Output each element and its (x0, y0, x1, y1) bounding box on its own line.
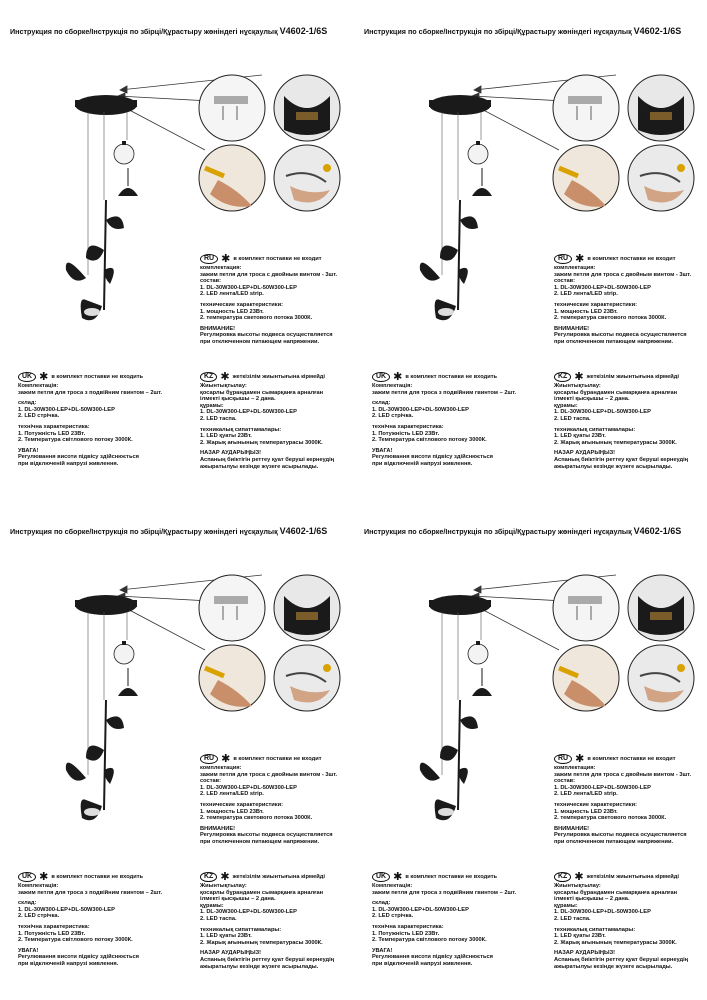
text-line: 1. DL-30W300-LEP+DL-50W300-LEP (554, 909, 651, 916)
asterisk-icon: ✱ (220, 870, 230, 883)
text-line: 1. LED қуаты 23Вт. (200, 933, 252, 940)
text-line: жеткізілім жиынтығына кірмейді (586, 373, 679, 380)
ru-language-badge: RU (554, 754, 572, 764)
text-line: ажыратылуы кезінде жүзеге асырылады. (200, 963, 319, 970)
text-line: ВНИМАНИЕ! (200, 825, 236, 832)
text-line: при відключеній напрузі живлення. (372, 960, 473, 967)
text-line: склад: (18, 900, 37, 907)
text-line: Регулювання висоти підвісу здійснюється (372, 954, 493, 961)
text-line: НАЗАР АУДАРЫҢЫЗ! (200, 450, 262, 457)
text-line: ВНИМАНИЕ! (554, 325, 590, 332)
text-line: қосарлы бұрандамен сымарқанға арналған (554, 389, 678, 396)
text-line: УВАГА! (372, 947, 393, 954)
text-line: в комплект поставки не входит (233, 755, 322, 762)
text-line: в комплект поставки не входит (233, 255, 322, 262)
kz-instructions (200, 872, 350, 970)
text-line: Комплектація: (372, 383, 413, 389)
text-line: Регулировка высоты подвеса осуществляется (554, 832, 687, 839)
text-line: 2. LED стрічка. (18, 913, 60, 920)
ru-instructions (200, 254, 350, 346)
text-line: 1. Потужність LED 23Вт. (372, 930, 440, 937)
text-line: 2. температура светового потока 3000К. (554, 815, 667, 822)
text-line: УВАГА! (372, 447, 393, 454)
text-line: Аспаның биіктігін реттеу қуат беруші кернеудің (554, 456, 689, 463)
text-line: в комплект поставки не входить (405, 373, 497, 380)
text-line: Инструкция по сборке/Інструкція по збірці/Құрастыру жөніндегі нұсқаулық (10, 27, 278, 36)
text-line: 1. мощность LED 23Вт. (200, 308, 264, 315)
uk-language-badge: UK (18, 372, 36, 382)
text-line: при отключенном питающем напряжении. (200, 838, 320, 845)
text-line: 1. DL-30W300-LEP+DL-50W300-LEP (18, 906, 115, 913)
asterisk-icon: ✱ (221, 752, 231, 765)
ru-instructions (200, 754, 350, 846)
model-number: V4602-1/6S (633, 26, 682, 36)
text-line: 1. DL-30W300-LEP+DL-50W300-LEP (200, 784, 297, 791)
text-line: в комплект поставки не входит (587, 755, 676, 762)
text-line: 1. DL-30W300-LEP+DL-50W300-LEP (200, 409, 297, 416)
text-line: ВНИМАНИЕ! (200, 325, 236, 332)
text-line: зажим петля для троса з подвійним гвинтом – 2шт. (372, 889, 517, 896)
text-line: при відключеній напрузі живлення. (18, 460, 119, 467)
instruction-sheet (354, 0, 707, 500)
text-line: 2. LED лента/LED strip. (554, 791, 618, 798)
text-line: НАЗАР АУДАРЫҢЫЗ! (554, 950, 616, 957)
text-line: 1. мощность LED 23Вт. (554, 808, 618, 815)
text-line: состав: (200, 278, 222, 285)
text-line: 1. DL-30W300-LEP+DL-50W300-LEP (554, 784, 651, 791)
text-line: 2. температура светового потока 3000К. (200, 315, 313, 322)
text-line: Регулировка высоты подвеса осуществляется (554, 332, 687, 339)
text-line: ВНИМАНИЕ! (554, 825, 590, 832)
text-line: 1. Потужність LED 23Вт. (18, 930, 86, 937)
instruction-sheet (0, 0, 353, 500)
text-line: 1. DL-30W300-LEP+DL-50W300-LEP (18, 406, 115, 413)
kz-language-badge: KZ (200, 872, 217, 882)
text-line: 1. LED қуаты 23Вт. (200, 433, 252, 440)
text-line: құрамы: (554, 902, 578, 909)
text-line: Жиынтықтылау: (554, 883, 601, 889)
kz-instructions (554, 372, 704, 470)
kz-instructions (200, 372, 350, 470)
asterisk-icon: ✱ (575, 752, 585, 765)
text-line: 1. DL-30W300-LEP+DL-50W300-LEP (200, 284, 297, 291)
text-line: Регулювання висоти підвісу здійснюється (18, 954, 139, 961)
text-line: ажыратылуы кезінде жүзеге асырылады. (200, 463, 319, 470)
text-line: Комплектація: (18, 383, 59, 389)
text-line: 1. DL-30W300-LEP+DL-50W300-LEP (554, 284, 651, 291)
text-line: технические характеристики: (200, 801, 284, 808)
text-line: 2. LED таспа. (200, 915, 237, 922)
text-line: комплектация: (554, 265, 596, 271)
globe-shade (114, 644, 134, 664)
uk-instructions (372, 372, 542, 468)
ru-instructions (554, 754, 704, 846)
text-line: 1. DL-30W300-LEP+DL-50W300-LEP (554, 409, 651, 416)
text-line: в комплект поставки не входит (587, 255, 676, 262)
globe-shade (468, 644, 488, 664)
text-line: 1. LED қуаты 23Вт. (554, 433, 606, 440)
ru-language-badge: RU (200, 254, 218, 264)
text-line: склад: (372, 900, 391, 907)
text-line: технічна характеристика: (372, 923, 444, 930)
dome-shade (472, 188, 492, 196)
text-line: техникалық сипаттамалары: (200, 926, 282, 933)
text-line: склад: (18, 400, 37, 407)
globe-shade (114, 144, 134, 164)
text-line: Регулювання висоти підвісу здійснюється (372, 454, 493, 461)
text-line: зажим петля для троса с двойным винтом - 3шт. (554, 771, 692, 778)
text-line: 2. Температура світлового потоку 3000К. (18, 937, 133, 944)
kz-language-badge: KZ (200, 372, 217, 382)
text-line: 2. Жарық ағынының температурасы 3000К. (554, 439, 677, 446)
text-line: состав: (554, 778, 576, 785)
text-line: 1. мощность LED 23Вт. (200, 808, 264, 815)
text-line: 1. DL-30W300-LEP+DL-50W300-LEP (372, 406, 469, 413)
uk-language-badge: UK (18, 872, 36, 882)
text-line: 2. Температура світлового потоку 3000К. (372, 437, 487, 444)
text-line: 1. Потужність LED 23Вт. (372, 430, 440, 437)
text-line: в комплект поставки не входить (51, 373, 143, 380)
text-line: зажим петля для троса з подвійним гвинтом – 2шт. (18, 389, 163, 396)
text-line: жеткізілім жиынтығына кірмейді (586, 873, 679, 880)
model-number: V4602-1/6S (633, 526, 682, 536)
text-line: қосарлы бұрандамен сымарқанға арналған (200, 389, 324, 396)
text-line: қосарлы бұрандамен сымарқанға арналған (200, 889, 324, 896)
text-line: Жиынтықтылау: (200, 883, 247, 889)
text-line: в комплект поставки не входить (51, 873, 143, 880)
text-line: 2. LED таспа. (554, 915, 591, 922)
ru-language-badge: RU (200, 754, 218, 764)
text-line: при відключеній напрузі живлення. (372, 460, 473, 467)
instruction-sheet (354, 500, 707, 1000)
text-line: ілмекті қысқышы – 2 дана. (200, 396, 276, 403)
kz-language-badge: KZ (554, 372, 571, 382)
text-line: Инструкция по сборке/Інструкція по збірці/Құрастыру жөніндегі нұсқаулық (364, 527, 632, 536)
text-line: зажим петля для троса с двойным винтом - 3шт. (554, 271, 692, 278)
text-line: зажим петля для троса з подвійним гвинтом – 2шт. (372, 389, 517, 396)
text-line: 2. Температура світлового потоку 3000К. (372, 937, 487, 944)
text-line: Комплектація: (18, 883, 59, 889)
text-line: Жиынтықтылау: (554, 383, 601, 389)
text-line: при отключенном питающем напряжении. (200, 338, 320, 345)
text-line: Инструкция по сборке/Інструкція по збірці/Құрастыру жөніндегі нұсқаулық (364, 27, 632, 36)
text-line: ілмекті қысқышы – 2 дана. (554, 896, 630, 903)
text-line: технические характеристики: (200, 301, 284, 308)
text-line: Инструкция по сборке/Інструкція по збірці/Құрастыру жөніндегі нұсқаулық (10, 527, 278, 536)
text-line: НАЗАР АУДАРЫҢЫЗ! (200, 950, 262, 957)
dome-shade (118, 688, 138, 696)
text-line: жеткізілім жиынтығына кірмейді (232, 373, 325, 380)
asterisk-icon: ✱ (39, 870, 49, 883)
text-line: технические характеристики: (554, 801, 638, 808)
text-line: склад: (372, 400, 391, 407)
text-line: Регулировка высоты подвеса осуществляется (200, 332, 333, 339)
text-line: 2. Температура світлового потоку 3000К. (18, 437, 133, 444)
uk-instructions (18, 372, 188, 468)
text-line: ілмекті қысқышы – 2 дана. (200, 896, 276, 903)
text-line: Регулировка высоты подвеса осуществляется (200, 832, 333, 839)
text-line: 2. LED лента/LED strip. (200, 791, 264, 798)
text-line: ажыратылуы кезінде жүзеге асырылады. (554, 963, 673, 970)
text-line: комплектация: (200, 765, 242, 771)
text-line: жеткізілім жиынтығына кірмейді (232, 873, 325, 880)
text-line: УВАГА! (18, 947, 39, 954)
uk-language-badge: UK (372, 372, 390, 382)
uk-instructions (18, 872, 188, 968)
text-line: технические характеристики: (554, 301, 638, 308)
text-line: НАЗАР АУДАРЫҢЫЗ! (554, 450, 616, 457)
asterisk-icon: ✱ (221, 252, 231, 265)
text-line: 2. Жарық ағынының температурасы 3000К. (200, 939, 323, 946)
text-line: при отключенном питающем напряжении. (554, 338, 674, 345)
text-line: Аспаның биіктігін реттеу қуат беруші кернеудің (200, 956, 335, 963)
text-line: 2. Жарық ағынының температурасы 3000К. (554, 939, 677, 946)
dome-shade (472, 688, 492, 696)
text-line: 2. LED стрічка. (18, 413, 60, 420)
text-line: 2. LED стрічка. (372, 413, 414, 420)
text-line: при отключенном питающем напряжении. (554, 838, 674, 845)
asterisk-icon: ✱ (393, 370, 403, 383)
text-line: 1. мощность LED 23Вт. (554, 308, 618, 315)
text-line: ажыратылуы кезінде жүзеге асырылады. (554, 463, 673, 470)
text-line: техникалық сипаттамалары: (554, 926, 636, 933)
asterisk-icon: ✱ (574, 870, 584, 883)
text-line: 2. температура светового потока 3000К. (200, 815, 313, 822)
text-line: технічна характеристика: (18, 423, 90, 430)
text-line: құрамы: (200, 902, 224, 909)
text-line: Жиынтықтылау: (200, 383, 247, 389)
text-line: технічна характеристика: (18, 923, 90, 930)
text-line: 2. LED лента/LED strip. (554, 291, 618, 298)
text-line: зажим петля для троса с двойным винтом - 3шт. (200, 771, 338, 778)
mounting-bracket-photo (553, 75, 619, 141)
text-line: Аспаның биіктігін реттеу қуат беруші кернеудің (200, 456, 335, 463)
text-line: қосарлы бұрандамен сымарқанға арналған (554, 889, 678, 896)
model-number: V4602-1/6S (279, 526, 328, 536)
asterisk-icon: ✱ (574, 370, 584, 383)
text-line: Регулювання висоти підвісу здійснюється (18, 454, 139, 461)
text-line: 1. DL-30W300-LEP+DL-50W300-LEP (200, 909, 297, 916)
text-line: Комплектація: (372, 883, 413, 889)
text-line: құрамы: (554, 402, 578, 409)
asterisk-icon: ✱ (575, 252, 585, 265)
text-line: состав: (200, 778, 222, 785)
text-line: құрамы: (200, 402, 224, 409)
text-line: техникалық сипаттамалары: (554, 426, 636, 433)
kz-instructions (554, 872, 704, 970)
text-line: 2. LED лента/LED strip. (200, 291, 264, 298)
mounting-bracket-photo (199, 75, 265, 141)
text-line: 2. температура светового потока 3000К. (554, 315, 667, 322)
text-line: 2. Жарық ағынының температурасы 3000К. (200, 439, 323, 446)
ru-language-badge: RU (554, 254, 572, 264)
text-line: 2. LED таспа. (200, 415, 237, 422)
text-line: техникалық сипаттамалары: (200, 426, 282, 433)
asterisk-icon: ✱ (220, 370, 230, 383)
mounting-bracket-photo (199, 575, 265, 641)
asterisk-icon: ✱ (39, 370, 49, 383)
text-line: 2. LED таспа. (554, 415, 591, 422)
text-line: зажим петля для троса с двойным винтом - 3шт. (200, 271, 338, 278)
asterisk-icon: ✱ (393, 870, 403, 883)
uk-instructions (372, 872, 542, 968)
text-line: 2. LED стрічка. (372, 913, 414, 920)
text-line: 1. LED қуаты 23Вт. (554, 933, 606, 940)
text-line: ілмекті қысқышы – 2 дана. (554, 396, 630, 403)
text-line: состав: (554, 278, 576, 285)
text-line: комплектация: (554, 765, 596, 771)
mounting-bracket-photo (553, 575, 619, 641)
text-line: в комплект поставки не входить (405, 873, 497, 880)
model-number: V4602-1/6S (279, 26, 328, 36)
ru-instructions (554, 254, 704, 346)
dome-shade (118, 188, 138, 196)
text-line: Аспаның биіктігін реттеу қуат беруші кернеудің (554, 956, 689, 963)
globe-shade (468, 144, 488, 164)
text-line: технічна характеристика: (372, 423, 444, 430)
kz-language-badge: KZ (554, 872, 571, 882)
text-line: зажим петля для троса з подвійним гвинтом – 2шт. (18, 889, 163, 896)
text-line: при відключеній напрузі живлення. (18, 960, 119, 967)
text-line: комплектация: (200, 265, 242, 271)
text-line: 1. DL-30W300-LEP+DL-50W300-LEP (372, 906, 469, 913)
instruction-sheet (0, 500, 353, 1000)
text-line: 1. Потужність LED 23Вт. (18, 430, 86, 437)
text-line: УВАГА! (18, 447, 39, 454)
uk-language-badge: UK (372, 872, 390, 882)
